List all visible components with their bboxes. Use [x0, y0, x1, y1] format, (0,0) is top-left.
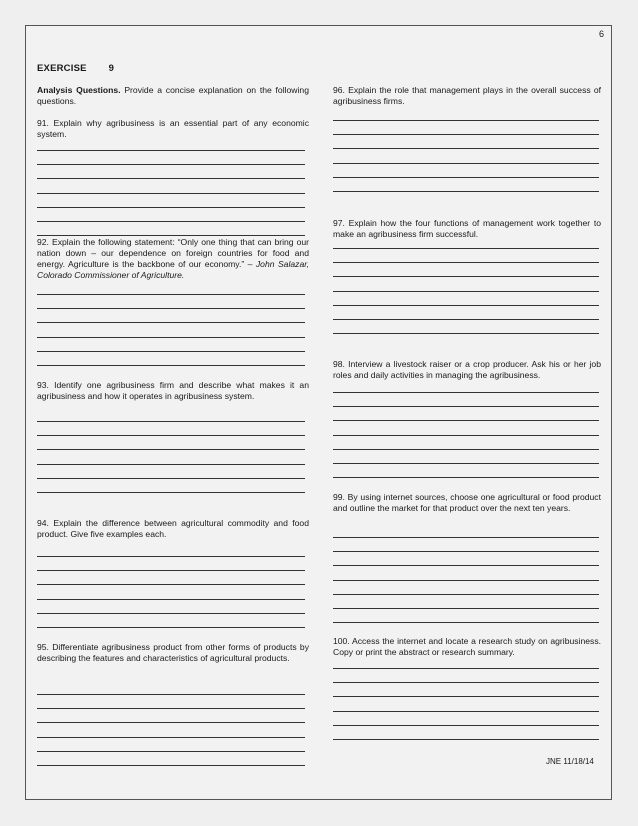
answer-line: [37, 708, 305, 709]
answer-line: [333, 120, 599, 121]
answer-line: [37, 365, 305, 366]
answer-line: [333, 420, 599, 421]
answer-line: [37, 556, 305, 557]
instructions-bold: Analysis Questions.: [37, 85, 121, 95]
answer-line: [37, 464, 305, 465]
answer-line: [37, 435, 305, 436]
question-98: 98. Interview a livestock raiser or a crop producer. Ask his or her job roles and daily activities in managing the agribusiness.: [333, 359, 601, 380]
answer-line: [37, 722, 305, 723]
question-93: 93. Identify one agribusiness firm and describe what makes it an agribusiness and how it operates in agribusiness system.: [37, 380, 309, 401]
answer-line: [333, 565, 599, 566]
page-number: 6: [598, 29, 604, 39]
answer-line: [37, 308, 305, 309]
answer-line: [333, 333, 599, 334]
answer-line: [333, 477, 599, 478]
answer-line: [37, 613, 305, 614]
answer-line: [333, 248, 599, 249]
answer-line: [333, 537, 599, 538]
instructions-text: Provide a concise explanation on the following questions.: [37, 85, 309, 106]
answer-line: [333, 668, 599, 669]
answer-line: [333, 608, 599, 609]
worksheet-page: [25, 25, 612, 800]
answer-line: [333, 305, 599, 306]
answer-line: [37, 599, 305, 600]
answer-line: [37, 150, 305, 151]
answer-line: [37, 322, 305, 323]
answer-line: [333, 406, 599, 407]
answer-line: [333, 580, 599, 581]
question-92-text: 92. Explain the following statement: “Only one thing that can bring our nation down – our dependence on foreign countries for food and energy. Agriculture is the backbone of our economy.” –: [37, 237, 309, 269]
answer-line: [37, 627, 305, 628]
answer-line: [37, 737, 305, 738]
answer-line: [333, 551, 599, 552]
question-96: 96. Explain the role that management plays in the overall success of agribusiness firms.: [333, 85, 601, 106]
answer-line: [333, 262, 599, 263]
answer-line: [37, 570, 305, 571]
answer-line: [37, 694, 305, 695]
exercise-number: 9: [108, 63, 115, 74]
answer-line: [37, 584, 305, 585]
exercise-label: EXERCISE: [37, 63, 87, 74]
answer-line: [333, 463, 599, 464]
question-99: 99. By using internet sources, choose one agricultural or food product and outline the market for that product over the next ten years.: [333, 492, 601, 513]
answer-line: [333, 696, 599, 697]
answer-line: [333, 276, 599, 277]
question-94: 94. Explain the difference between agricultural commodity and food product. Give five examples each.: [37, 518, 309, 539]
answer-line: [333, 134, 599, 135]
answer-line: [333, 163, 599, 164]
answer-line: [333, 435, 599, 436]
answer-line: [333, 177, 599, 178]
instructions: [37, 85, 309, 107]
answer-line: [333, 319, 599, 320]
question-92-attribution: John Salazar, Colorado Commissioner of Agriculture.: [37, 259, 310, 280]
answer-line: [333, 739, 599, 740]
answer-line: [37, 193, 305, 194]
answer-line: [37, 221, 305, 222]
answer-line: [37, 164, 305, 165]
answer-line: [37, 765, 305, 766]
answer-line: [37, 235, 305, 236]
answer-line: [37, 478, 305, 479]
answer-line: [333, 449, 599, 450]
answer-line: [333, 682, 599, 683]
answer-line: [333, 392, 599, 393]
answer-line: [333, 148, 599, 149]
footer-date: JNE 11/18/14: [546, 757, 594, 766]
question-95: 95. Differentiate agribusiness product from other forms of products by describing the features and characteristics of agricultural products.: [37, 642, 309, 663]
answer-line: [333, 622, 599, 623]
question-92: [37, 237, 309, 281]
answer-line: [37, 207, 305, 208]
question-97: 97. Explain how the four functions of management work together to make an agribusiness firm successful.: [333, 218, 601, 239]
answer-line: [37, 492, 305, 493]
answer-line: [333, 711, 599, 712]
answer-line: [37, 421, 305, 422]
answer-line: [333, 725, 599, 726]
question-91: 91. Explain why agribusiness is an essential part of any economic system.: [37, 118, 309, 139]
answer-line: [333, 594, 599, 595]
answer-line: [37, 351, 305, 352]
answer-line: [37, 337, 305, 338]
answer-line: [333, 191, 599, 192]
exercise-heading: [37, 63, 114, 74]
answer-line: [37, 751, 305, 752]
answer-line: [37, 294, 305, 295]
answer-line: [37, 178, 305, 179]
answer-line: [333, 291, 599, 292]
question-100: 100. Access the internet and locate a research study on agribusiness. Copy or print the abstract or research summary.: [333, 636, 601, 657]
answer-line: [37, 449, 305, 450]
